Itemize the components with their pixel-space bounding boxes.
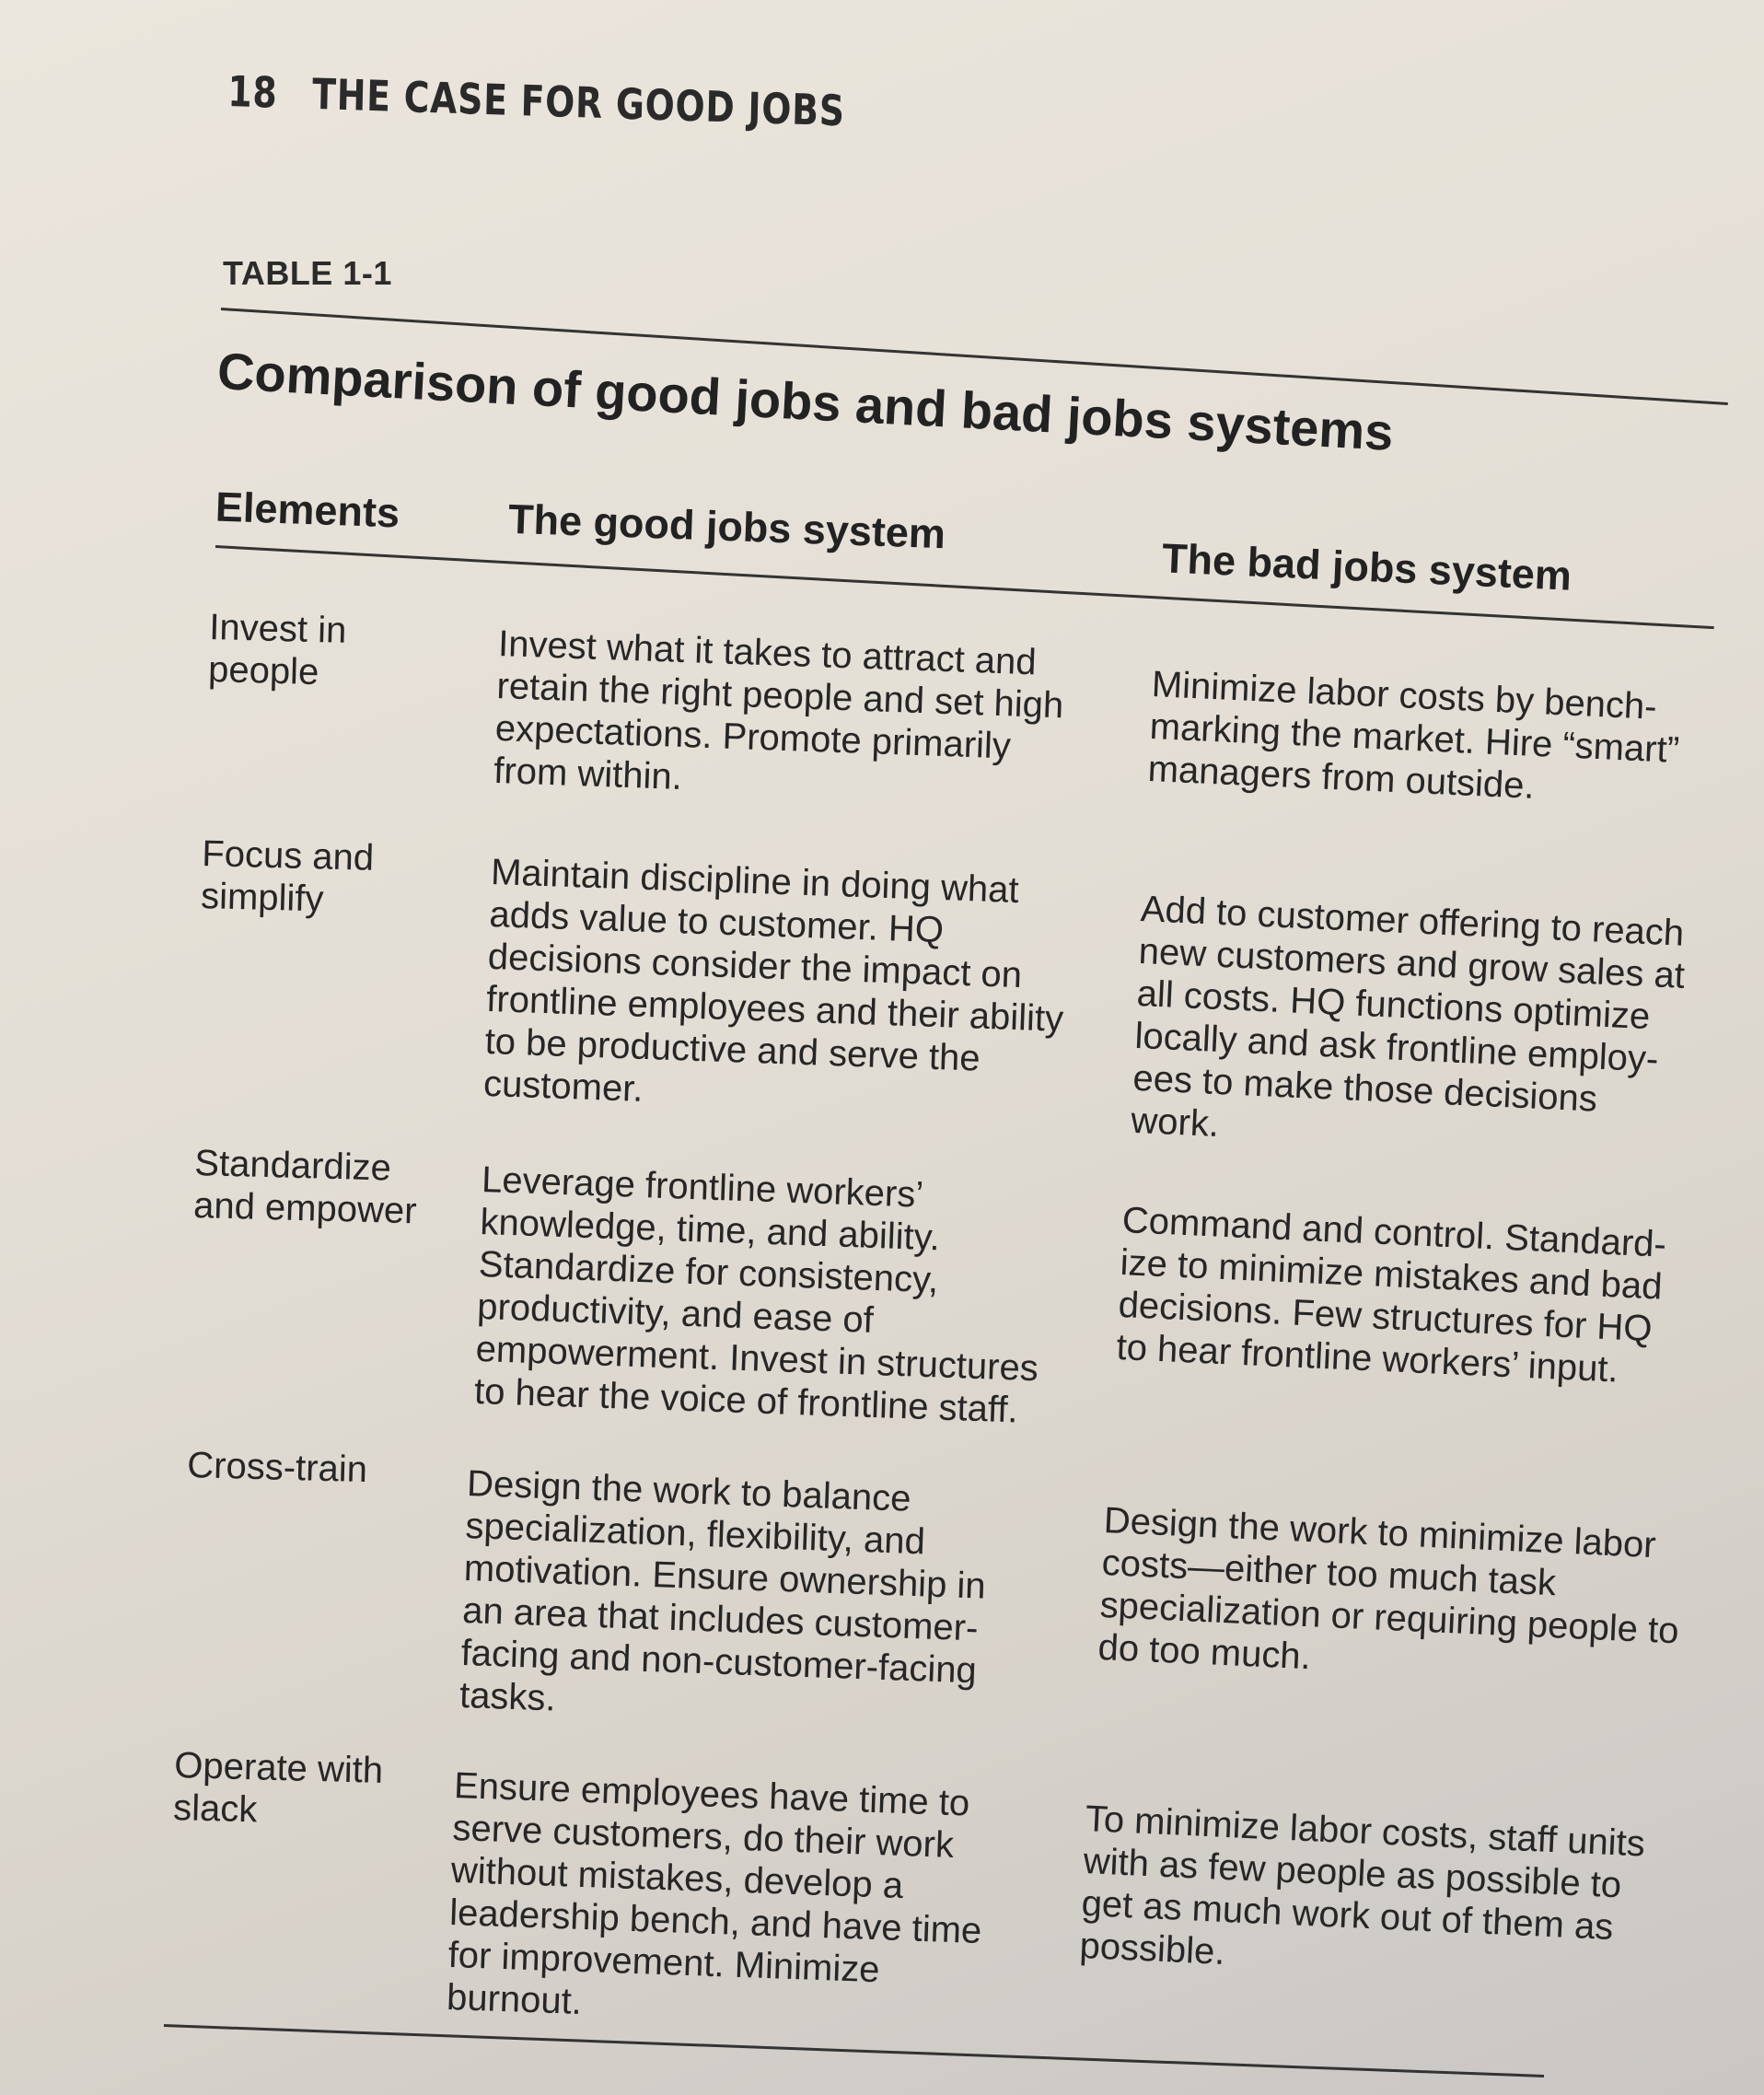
row-2-element: Focus and simplify [200,832,375,920]
book-title: THE CASE FOR GOOD JOBS [311,68,846,136]
row-5-bad: To minimize labor costs, staff units with as few people as possible to get as much work out of them as possible. [1078,1798,1646,1973]
row-1-good: Invest what it takes to attract and retain the right people and set high expectations. Promote primarily from within. [493,623,1064,798]
header-good-jobs: The good jobs system [507,495,946,558]
row-1-element: Invest in people [207,606,347,693]
row-4-good: Design the work to balance specialization, flexibility, and motivation. Ensure ownership in an area that includes customer-facing and non-customer-facing tasks. [458,1462,987,1719]
row-4-element: Cross-train [186,1444,368,1491]
page-number: 18 [226,66,279,118]
header-elements: Elements [215,483,400,537]
row-5-element: Operate with slack [172,1744,384,1831]
row-4-bad: Design the work to minimize labor costs—either too much task specialization or requiring people to do too much. [1097,1499,1680,1678]
row-3-bad: Command and control. Standard-ize to minimize mistakes and bad decisions. Few structures for HQ to hear frontline workers’ input. [1115,1199,1667,1391]
header-bad-jobs: The bad jobs system [1161,534,1573,599]
table-title: Comparison of good jobs and bad jobs systems [215,341,1396,461]
row-2-bad: Add to customer offering to reach new customers and grow sales at all costs. HQ functions optimize locally and ask frontline employ-ees to make those decisions work. [1130,888,1686,1146]
running-head [227,66,846,135]
row-1-bad: Minimize labor costs by bench-marking the market. Hire “smart” managers from outside. [1146,663,1680,807]
table-label: TABLE 1-1 [223,254,392,292]
row-3-element: Standardize and empower [192,1142,418,1232]
row-3-good: Leverage frontline workers’ knowledge, time, and ability. Standardize for consistency, productivity, and ease of empowerment. Invest in structures to hear the voice of frontline staff. [473,1158,1039,1431]
row-2-good: Maintain discipline in doing what adds value to customer. HQ decisions consider the impact on frontline employees and their ability to be productive and serve the customer. [482,851,1064,1110]
row-5-good: Ensure employees have time to serve customers, do their work without mistakes, develop a leadership bench, and have time for improvement. Minimize burnout. [446,1764,982,2022]
